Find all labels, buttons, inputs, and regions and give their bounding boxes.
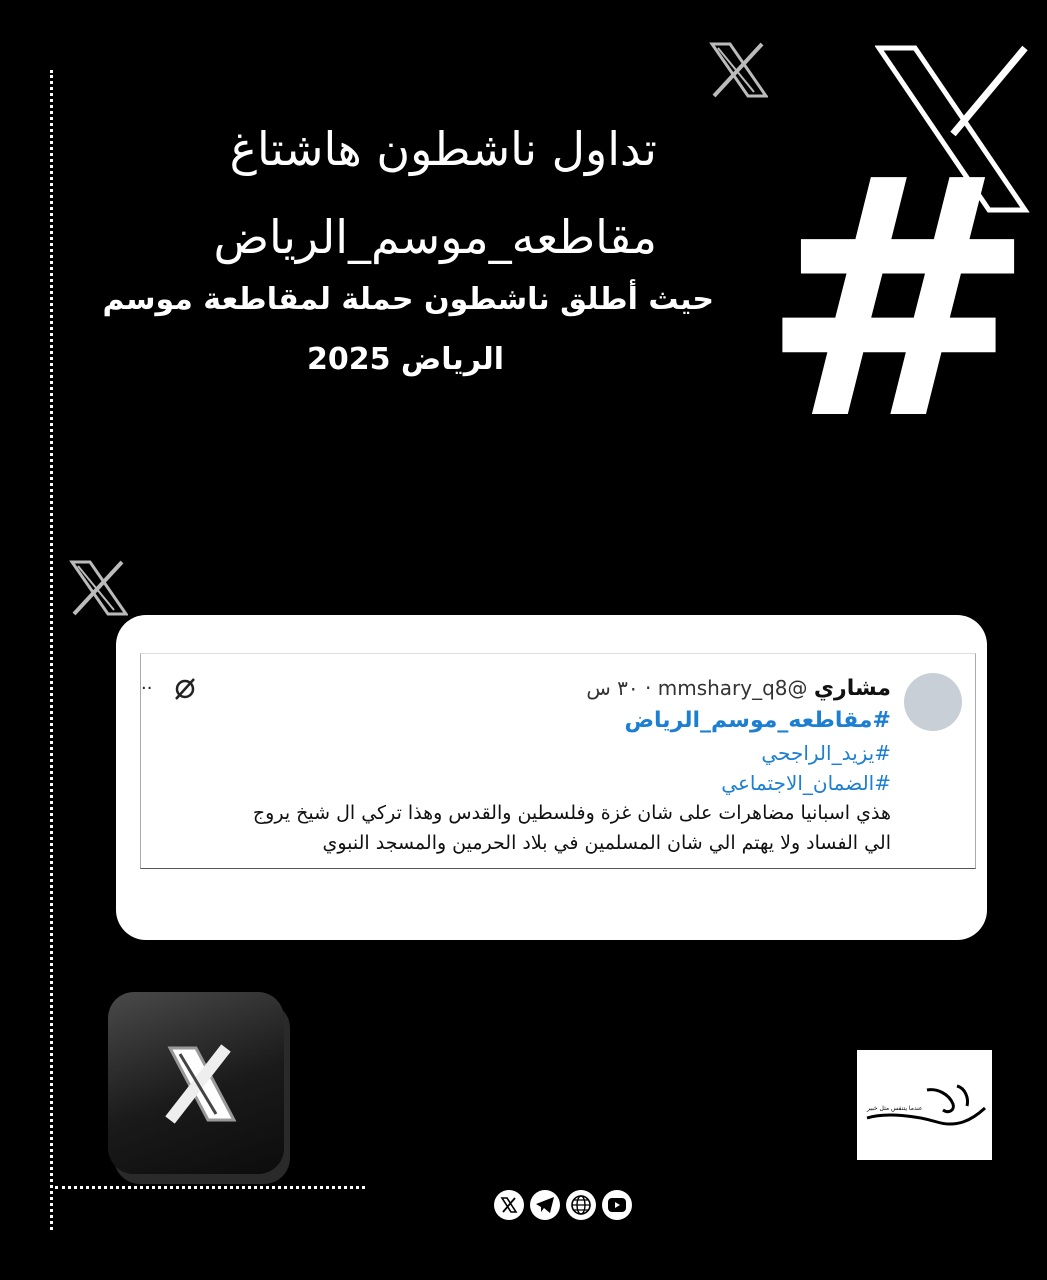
tweet-body-line: هذي اسبانيا مضاهرات على شان غزة وفلسطين والقدس وهذا تركي ال شيخ يروج	[252, 802, 891, 824]
x-icon[interactable]	[494, 1190, 524, 1220]
hashtag-link[interactable]: #مقاطعه_موسم_الرياض	[624, 708, 891, 733]
youtube-icon[interactable]	[602, 1190, 632, 1220]
x-logo-small-left-icon	[68, 560, 128, 616]
tweet-body-line: الي الفساد ولا يهتم الي شان المسلمين في بلاد الحرمين والمسجد النبوي	[322, 832, 891, 854]
hashtag-symbol-icon: #	[760, 108, 1037, 492]
telegram-icon[interactable]	[530, 1190, 560, 1220]
tweet-actions	[141, 676, 198, 702]
tweet-time: · ٣٠ س	[586, 676, 652, 700]
x-app-icon	[108, 992, 284, 1174]
calligraphy-logo-icon	[857, 1050, 992, 1160]
x-logo-small-icon	[708, 42, 768, 98]
x-glyph-icon	[108, 992, 284, 1174]
dotted-border-vertical	[50, 70, 53, 1230]
more-menu-icon[interactable]: ··	[141, 678, 153, 699]
globe-icon[interactable]	[566, 1190, 596, 1220]
subheadline-line-2: الرياض 2025	[306, 342, 504, 377]
hashtag-link[interactable]: #يزيد_الراجحي	[761, 741, 891, 765]
brand-logo	[857, 1050, 992, 1160]
grok-icon[interactable]	[172, 676, 198, 702]
hashtag-link[interactable]: #الضمان_الاجتماعي	[721, 771, 891, 795]
tweet-author-name[interactable]: مشاري	[813, 676, 891, 701]
tweet-author-handle[interactable]: @mmshary_q8	[657, 676, 808, 700]
headline-line-2: مقاطعه_موسم_الرياض	[213, 210, 657, 264]
dotted-border-horizontal	[55, 1186, 365, 1189]
social-icons	[494, 1190, 632, 1220]
avatar[interactable]	[904, 673, 962, 731]
logo-caption: عندما يتنفس مثل خبير	[867, 1105, 923, 1112]
subheadline-line-1: حيث أطلق ناشطون حملة لمقاطعة موسم	[102, 282, 714, 317]
tweet[interactable]	[140, 653, 976, 869]
tweet-card	[116, 615, 987, 940]
tweet-header	[586, 676, 891, 701]
headline-line-1: تداول ناشطون هاشتاغ	[229, 122, 657, 176]
